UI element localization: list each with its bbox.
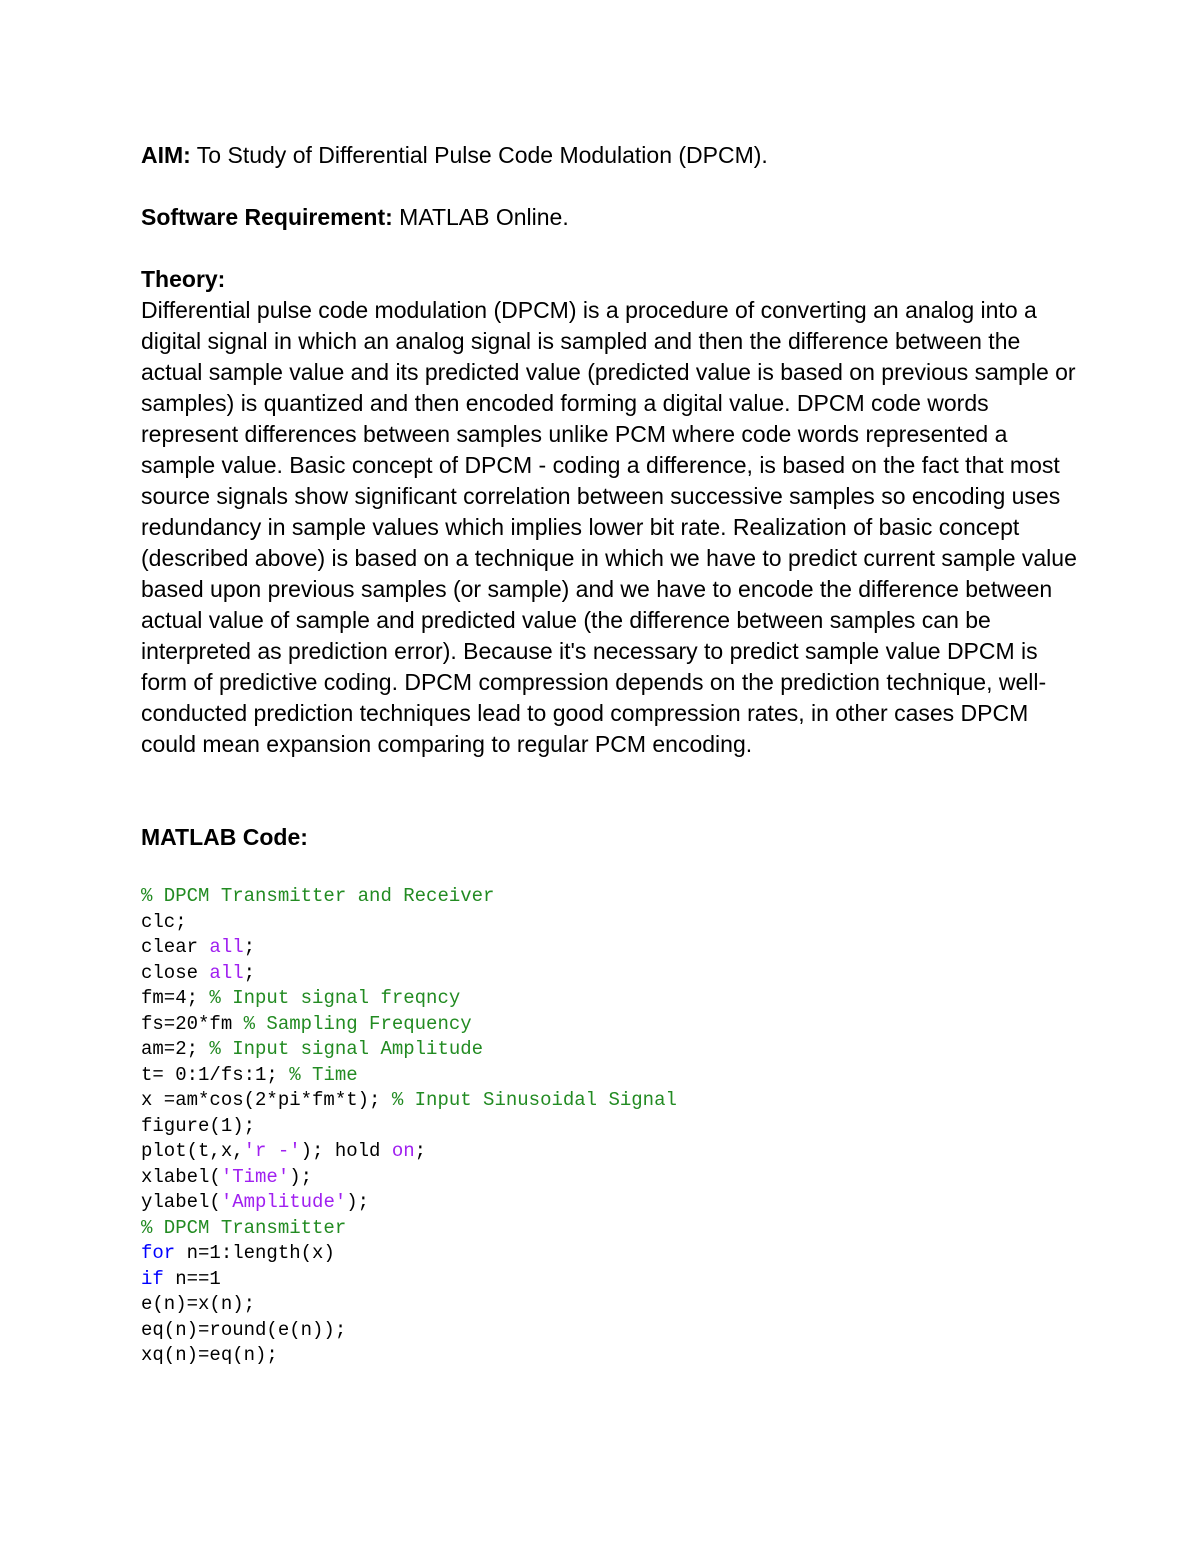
code-token-comment: % Time (289, 1063, 358, 1086)
software-requirement-text: MATLAB Online. (392, 204, 569, 230)
code-line (141, 1292, 1081, 1318)
code-line (141, 1063, 1081, 1089)
code-token-plain: fs=20*fm (141, 1012, 244, 1035)
code-line (141, 910, 1081, 936)
code-token-plain: ; (243, 936, 256, 958)
code-line (141, 1318, 1081, 1344)
code-token-plain: ); (346, 1191, 370, 1213)
code-line (141, 1216, 1081, 1242)
code-token-plain: t= 0:1/fs:1; (141, 1063, 290, 1086)
code-token-plain: x =am*cos(2*pi*fm*t); (141, 1089, 392, 1111)
matlab-code-heading: MATLAB Code: (141, 824, 308, 850)
aim-paragraph (141, 140, 1081, 171)
code-line (141, 935, 1081, 961)
code-token-plain: xlabel( (141, 1165, 221, 1188)
code-token-plain: n=1:length(x) (175, 1242, 335, 1264)
code-line (141, 986, 1081, 1012)
code-token-comment: % Input Sinusoidal Signal (391, 1089, 677, 1111)
theory-heading: Theory: (141, 266, 226, 292)
code-token-comment: % DPCM Transmitter (141, 1216, 347, 1239)
code-token-plain: e(n)=x(n); (141, 1293, 256, 1315)
code-token-plain: plot(t,x, (141, 1140, 244, 1162)
code-line (141, 1165, 1081, 1191)
code-line (141, 961, 1081, 987)
code-line (141, 884, 1081, 910)
code-token-plain: fm=4; (141, 987, 210, 1009)
code-token-string: all (209, 961, 244, 984)
code-token-plain: ; (243, 961, 256, 984)
code-token-plain: figure(1); (141, 1114, 256, 1137)
document-page (141, 140, 1081, 1369)
code-token-plain: ); (289, 1165, 313, 1188)
code-token-string: all (209, 936, 244, 958)
code-token-plain: clc; (141, 910, 187, 933)
code-line (141, 1241, 1081, 1267)
code-token-plain: ; (414, 1140, 427, 1162)
code-token-string: on (391, 1140, 415, 1162)
software-requirement-label: Software Requirement: (141, 204, 393, 230)
code-token-plain: ylabel( (141, 1191, 221, 1213)
code-token-keyword: for (141, 1242, 176, 1264)
code-line (141, 1343, 1081, 1369)
code-token-string: 'Amplitude' (220, 1191, 347, 1213)
code-token-plain: n==1 (163, 1267, 221, 1290)
code-token-plain: xq(n)=eq(n); (141, 1344, 278, 1366)
code-token-plain: clear (141, 936, 210, 958)
code-token-comment: % DPCM Transmitter and Receiver (141, 885, 495, 907)
software-requirement-paragraph (141, 202, 1081, 233)
theory-body: Differential pulse code modulation (DPCM) is a procedure of converting an analog into a digital signal in which an analog signal is sampled and then the difference between the actual sample value and its predicted value (predicted value is based on previous sample or samples) is quantized and then encoded forming a digital value. DPCM code words represent differences between samples unlike PCM where code words represented a sample value. Basic concept of DPCM - coding a difference, is based on the fact that most source signals show significant correlation between successive samples so encoding uses redundancy in sample values which implies lower bit rate. Realization of basic concept (described above) is based on a technique in which we have to predict current sample value based upon previous samples (or sample) and we have to encode the difference between actual value of sample and predicted value (the difference between samples can be interpreted as prediction error). Because it's necessary to predict sample value DPCM is form of predictive coding. DPCM compression depends on the prediction technique, well-conducted prediction techniques lead to good compression rates, in other cases DPCM could mean expansion comparing to regular PCM encoding. (141, 297, 1077, 757)
code-line (141, 1114, 1081, 1140)
code-line (141, 1037, 1081, 1063)
aim-label: AIM: (141, 142, 191, 168)
code-line (141, 1088, 1081, 1114)
code-line (141, 1139, 1081, 1165)
code-token-keyword: if (141, 1267, 164, 1290)
code-token-plain: close (141, 961, 210, 984)
code-line (141, 1267, 1081, 1293)
code-line (141, 1012, 1081, 1038)
code-token-plain: eq(n)=round(e(n)); (141, 1318, 347, 1341)
code-token-plain: am=2; (141, 1038, 210, 1060)
code-token-comment: % Input signal freqncy (209, 987, 461, 1009)
code-line (141, 1190, 1081, 1216)
code-token-plain: ); hold (300, 1140, 392, 1162)
matlab-code-block (141, 884, 1081, 1369)
code-token-string: 'r -' (243, 1140, 301, 1162)
code-token-string: 'Time' (220, 1165, 290, 1188)
code-token-comment: % Input signal Amplitude (209, 1038, 484, 1060)
aim-text: To Study of Differential Pulse Code Modulation (DPCM). (190, 142, 768, 168)
code-token-comment: % Sampling Frequency (243, 1012, 472, 1035)
